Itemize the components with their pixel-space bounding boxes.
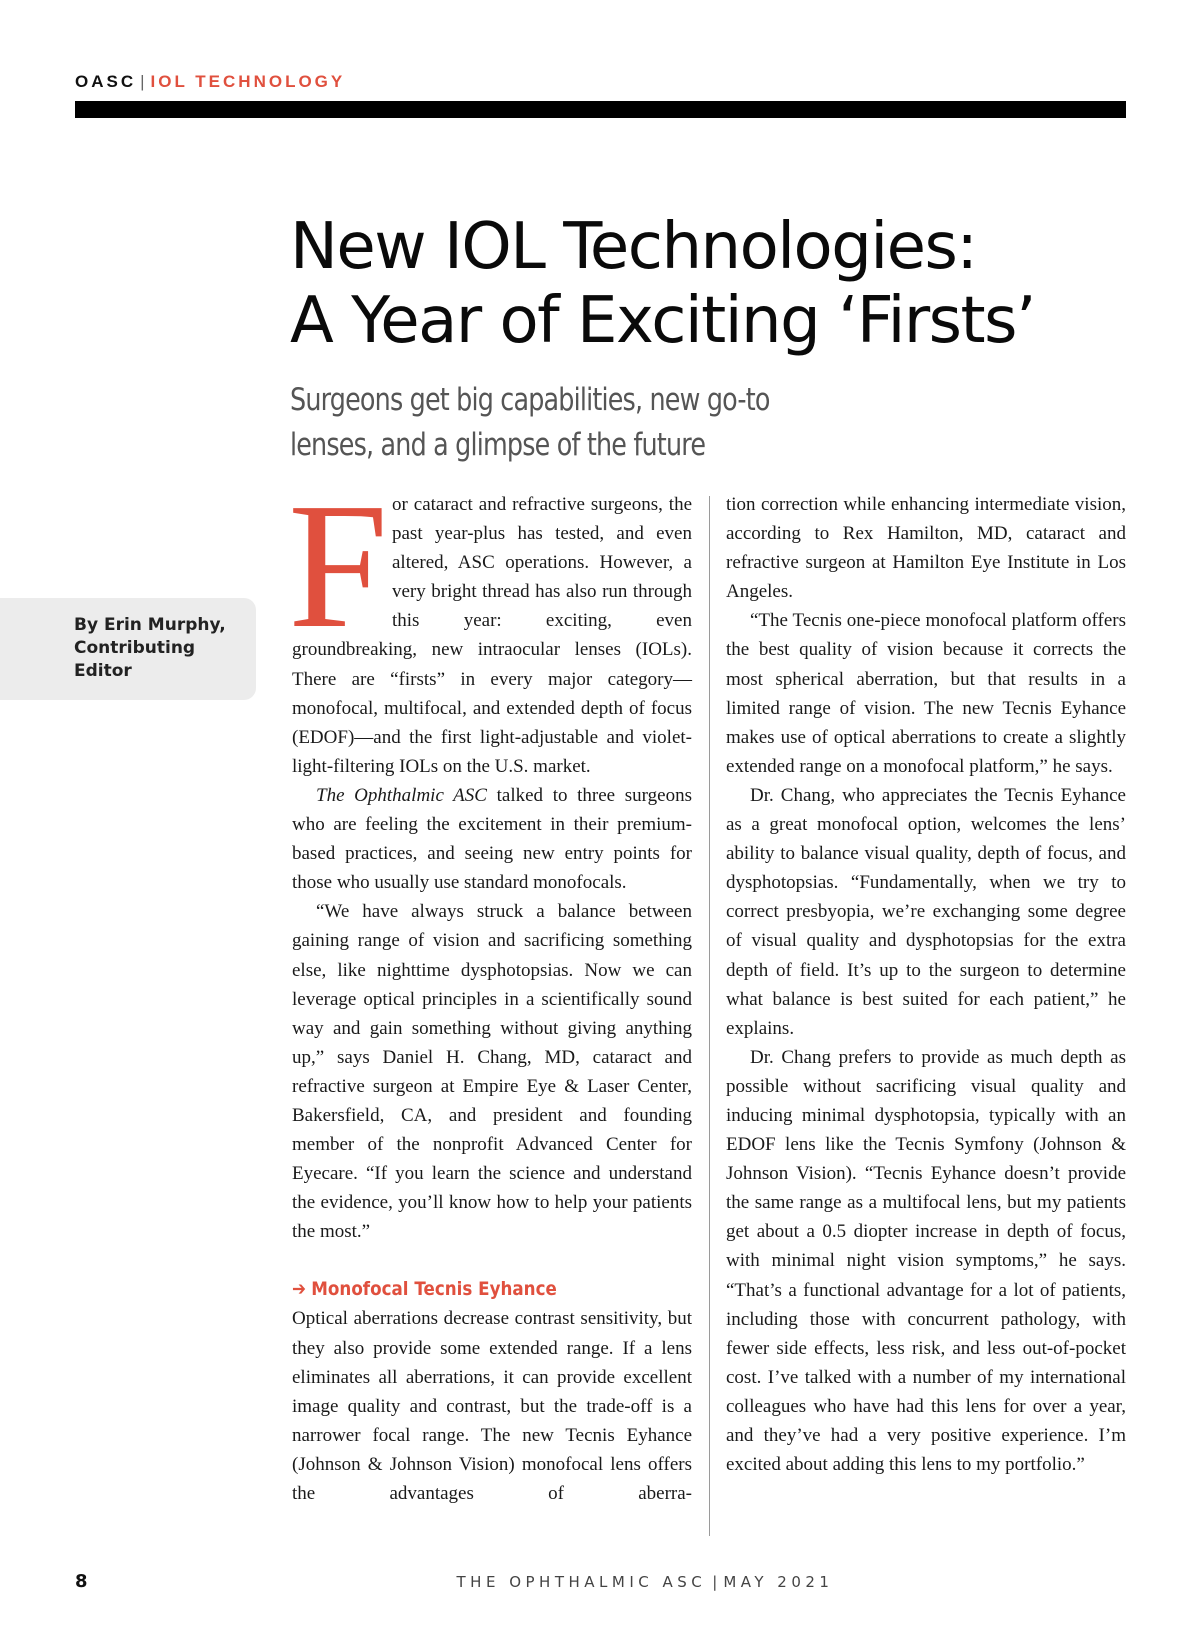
header-rule (75, 101, 1126, 118)
paragraph-2 (292, 781, 692, 897)
article-title (290, 210, 1150, 358)
right-column (726, 490, 1126, 1479)
byline-line-1: By Erin Murphy, (74, 615, 226, 635)
article-deck (290, 378, 864, 468)
byline-box (0, 598, 256, 700)
byline-line-3: Editor (74, 661, 132, 681)
paragraph-4: Optical aberrations decrease contrast sensitivity, but they also provide some extended range. If a lens eliminates all aberrations, it can provide excellent image quality and contrast, but the trade-off is a narrower focal range. The new Tecnis Eyhance (Johnson & Johnson Vision) monofocal lens offers the advantages of aberra- (292, 1308, 692, 1504)
paragraph-3: “We have always struck a balance between gaining range of vision and sacrificing something else, like nighttime dysphotopsias. Now we can leverage optical principles in a scientifically sound way and gain something without giving anything up,” says Daniel H. Chang, MD, cataract and refractive surgeon at Empire Eye & Laser Center, Bakersfield, CA, and president and founding member of the nonprofit Advanced Center for Eyecare. “If you learn the science and understand the evidence, you’ll know how to help your patients the most.” (292, 901, 692, 1243)
running-footer (0, 1573, 1200, 1591)
page-number: 8 (75, 1571, 88, 1592)
column-divider (709, 496, 710, 1536)
section-name: IOL TECHNOLOGY (150, 72, 346, 91)
paragraph-5: “The Tecnis one-piece monofocal platform offers the best quality of vision because it corrects the most spherical aberration, but that results in a limited range of vision. The new Tecnis Eyhance makes use of optical aberrations to create a slightly extended range on a monofocal platform,” he says. (726, 610, 1126, 777)
publication-name: OASC (75, 72, 137, 91)
drop-cap-box (288, 466, 392, 665)
byline-line-2: Contributing (74, 638, 196, 658)
paragraph-4-continued: tion correction while enhancing intermediate vision, according to Rex Hamilton, MD, cataract and refractive surgeon at Hamilton Eye Institute in Los Angeles. (726, 494, 1126, 603)
issue-date: MAY 2021 (723, 1573, 834, 1591)
article-deck-line-1: Surgeons get big capabilities, new go-to (290, 382, 770, 418)
paragraph-6: Dr. Chang, who appreciates the Tecnis Eyhance as a great monofocal option, welcomes the lens’ ability to balance visual quality, depth of focus, and dysphotopsias. “Fundamentally, when we try to correct presbyopia, we’re exchanging some degree of visual quality and dysphotopsias for the extra depth of field. It’s up to the surgeon to determine what balance is best suited for each patient,” he explains. (726, 784, 1126, 1039)
article-title-line-1: New IOL Technologies: (290, 210, 977, 284)
drop-cap: F (288, 466, 389, 665)
arrow-icon: ➔ (292, 1278, 307, 1301)
publication-reference: The Ophthalmic ASC (316, 784, 487, 806)
paragraph-1: or cataract and refractive surgeons, the past year-plus has tested, and even altered, ASC operations. However, a very bright thread has also run through this year: exciting, even groundbreaking, new intraocular lenses (IOLs). There are “firsts” in every major category—monofocal, multifocal, and extended depth of focus (EDOF)—and the first light-adjustable and violet-light-filtering IOLs on the U.S. market. (292, 494, 692, 777)
header-separator: | (140, 72, 145, 91)
footer-separator: | (712, 1573, 718, 1591)
section-subhead (292, 1275, 644, 1304)
paragraph-2-text: talked to three surgeons who are feeling the excitement in their premium-based practices, and seeing new entry points for those who usually use standard monofocals. (292, 784, 692, 894)
section-subhead-text: Monofocal Tecnis Eyhance (311, 1278, 557, 1301)
left-column (288, 466, 692, 1508)
article-title-line-2: A Year of Exciting ‘Firsts’ (290, 284, 1035, 358)
article-deck-line-2: lenses, and a glimpse of the future (290, 427, 706, 463)
journal-name: THE OPHTHALMIC ASC (456, 1573, 707, 1591)
running-header (75, 72, 345, 92)
paragraph-7: Dr. Chang prefers to provide as much depth as possible without sacrificing visual quality and inducing minimal dysphotopsia, typically with an EDOF lens like the Tecnis Symfony (Johnson & Johnson Vision). “Tecnis Eyhance doesn’t provide the same range as a multifocal lens, but my patients get about a 0.5 diopter increase in depth of focus, with minimal night vision symptoms,” he says. “That’s a functional advantage for a lot of patients, including those with concurrent pathology, with fewer side effects, less risk, and less out-of-pocket cost. I’ve talked with a number of my international colleagues who have had this lens for over a year, and they’ve had a very positive experience. I’m excited about adding this lens to my portfolio.” (726, 1046, 1126, 1476)
